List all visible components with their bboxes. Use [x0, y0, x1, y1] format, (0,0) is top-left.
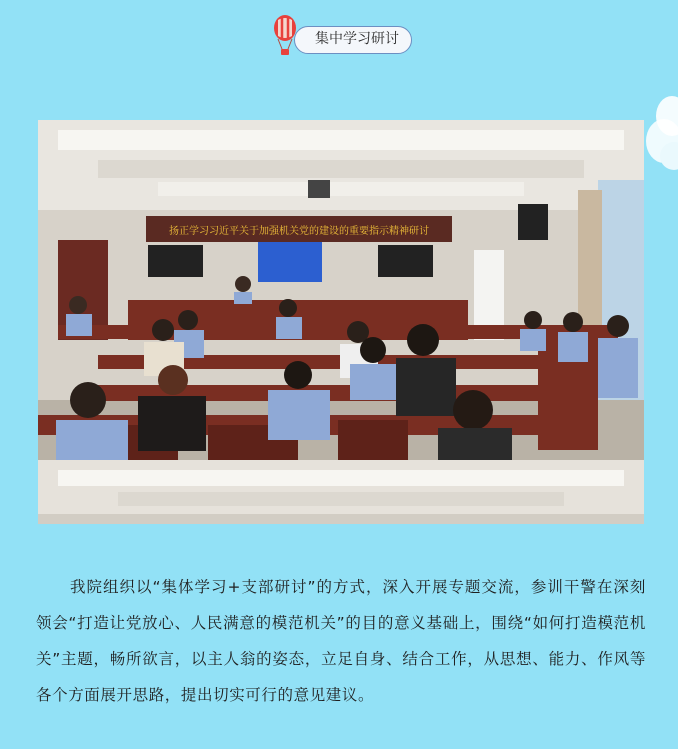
body-paragraph: 我院组织以“集体学习+支部研讨”的方式，深入开展专题交流，参训干警在深刻领会“打造让党放心、人民满意的模范机关”的目的意义基础上，围绕“如何打造模范机关”主题，畅所欲言，以主人翁的姿态，立足自身、结合工作，从思想、能力、作风等各个方面展开思路，提出切实可行的意见建议。 [36, 578, 646, 704]
cloud-icon [644, 86, 678, 178]
hot-air-balloon-icon [272, 14, 298, 60]
banner-text: 扬正学习习近平关于加强机关党的建设的重要指示精神研讨 [169, 226, 429, 237]
section-title: 集中学习研讨 [294, 26, 412, 54]
meeting-photo [38, 120, 644, 524]
section-title-badge [272, 14, 422, 60]
